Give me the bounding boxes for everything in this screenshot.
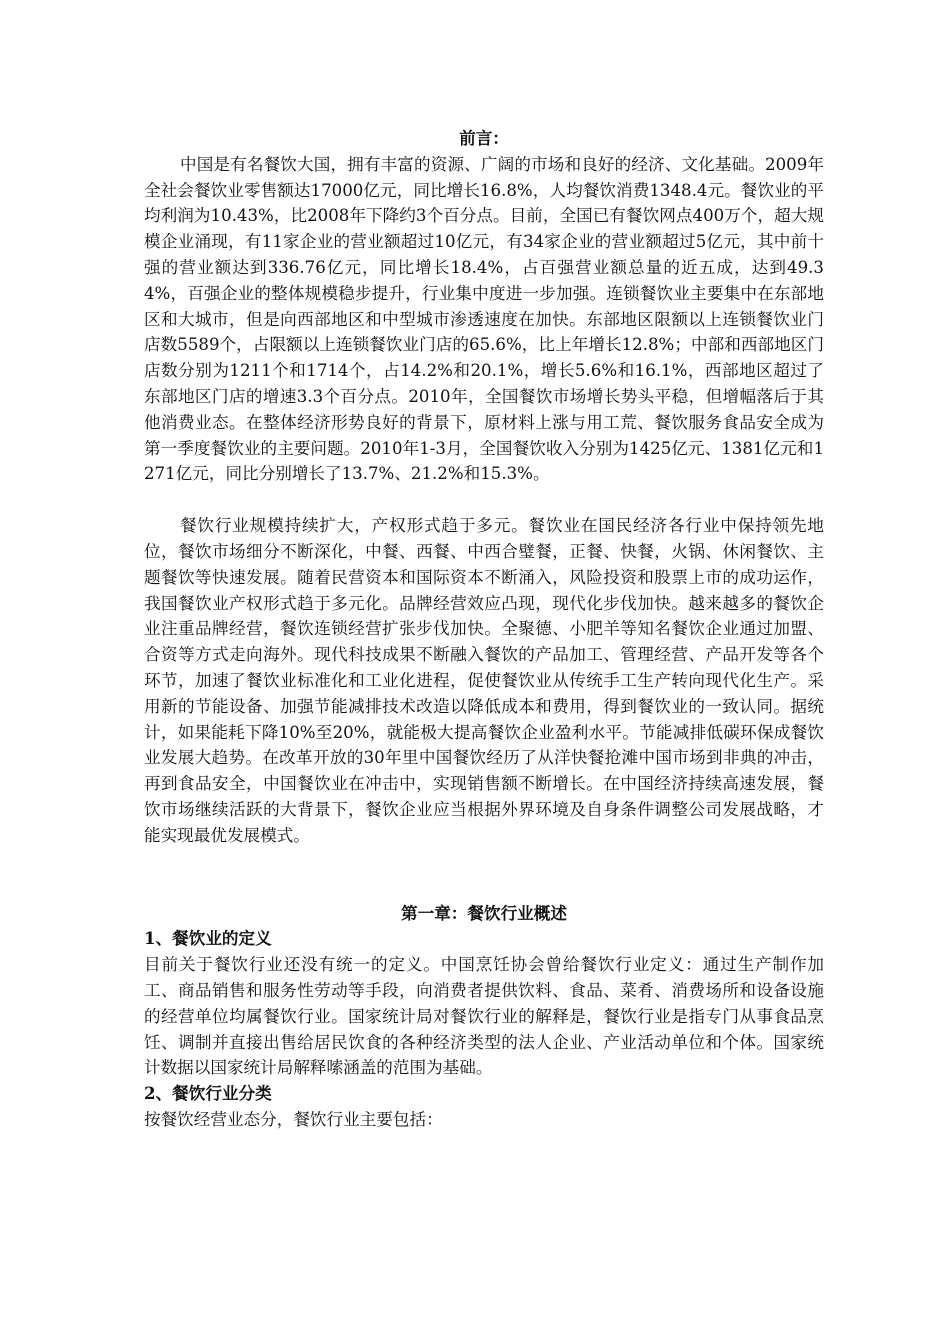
blank-line (144, 487, 824, 513)
section-1-heading: 1、餐饮业的定义 (144, 928, 272, 949)
chapter-1-title: 第一章：餐饮行业概述 (401, 902, 567, 923)
section-2-text: 按餐饮经营业态分，餐饮行业主要包括： (144, 1109, 443, 1129)
section-1-text: 目前关于餐饮行业还没有统一的定义。中国烹饪协会曾给餐饮行业定义：通过生产制作加工、商品销售和服务性劳动等手段，向消费者提供饮料、食品、菜肴、消费场所和设备设施的经营单位均属餐饮行业。国家统计局对餐饮行业的解释是，餐饮行业是指专门从事食品烹饪、调制并直接出售给居民饮食的各种经济类型的法人企业、产业活动单位和个体。国家统计数据以国家统计局解释嗦涵盖的范围为基础。 (144, 955, 824, 1078)
preface-title: 前言： (459, 128, 509, 148)
document-page (144, 126, 824, 1133)
section-2-heading: 2、餐饮行业分类 (144, 1083, 272, 1104)
blank-line (144, 849, 824, 901)
preface-paragraph-1: 中国是有名餐饮大国，拥有丰富的资源、广阔的市场和良好的经济、文化基础。2009年全社会餐饮业零售额达17000亿元，同比增长16.8%，人均餐饮消费1348.4元。餐饮业的平均利润为10.43%，比2008年下降约3个百分点。目前，全国已有餐饮网点400万个，超大规模企业涌现，有11家企业的营业额超过10亿元，有34家企业的营业额超过5亿元，其中前十强的营业额达到336.76亿元，同比增长18.4%，占百强营业额总量的近五成，达到49.34%，百强企业的整体规模稳步提升，行业集中度进一步加强。连锁餐饮业主要集中在东部地区和大城市，但是向西部地区和中型城市渗透速度在加快。东部地区限额以上连锁餐饮业门店数5589个，占限额以上连锁餐饮业门店的65.6%，比上年增长12.8%；中部和西部地区门店数分别为1211个和1714个，占14.2%和20.1%，增长5.6%和16.1%，西部地区超过了东部地区门店的增速3.3个百分点。2010年，全国餐饮市场增长势头平稳，但增幅落后于其他消费业态。在整体经济形势良好的背景下，原材料上涨与用工荒、餐饮服务食品安全成为第一季度餐饮业的主要问题。2010年1-3月，全国餐饮收入分别为1425亿元、1381亿元和1271亿元，同比分别增长了13.7%、21.2%和15.3%。 (144, 154, 824, 484)
preface-paragraph-2: 餐饮行业规模持续扩大，产权形式趋于多元。餐饮业在国民经济各行业中保持领先地位，餐饮市场细分不断深化，中餐、西餐、中西合璧餐，正餐、快餐，火锅、休闲餐饮、主题餐饮等快速发展。随着民营资本和国际资本不断涌入，风险投资和股票上市的成功运作，我国餐饮业产权形式趋于多元化。品牌经营效应凸现，现代化步伐加快。越来越多的餐饮企业注重品牌经营，餐饮连锁经营扩张步伐加快。全聚德、小肥羊等知名餐饮企业通过加盟、合资等方式走向海外。现代科技成果不断融入餐饮的产品加工、管理经营、产品开发等各个环节，加速了餐饮业标准化和工业化进程，促使餐饮业从传统手工生产转向现代化生产。采用新的节能设备、加强节能减排技术改造以降低成本和费用，得到餐饮业的一致认同。据统计，如果能耗下降10%至20%，就能极大提高餐饮企业盈利水平。节能减排低碳环保成餐饮业发展大趋势。在改革开放的30年里中国餐饮经历了从洋快餐抢滩中国市场到非典的冲击，再到食品安全，中国餐饮业在冲击中，实现销售额不断增长。在中国经济持续高速发展，餐饮市场继续活跃的大背景下，餐饮企业应当根据外界环境及自身条件调整公司发展战略，才能实现最优发展模式。 (144, 516, 824, 845)
